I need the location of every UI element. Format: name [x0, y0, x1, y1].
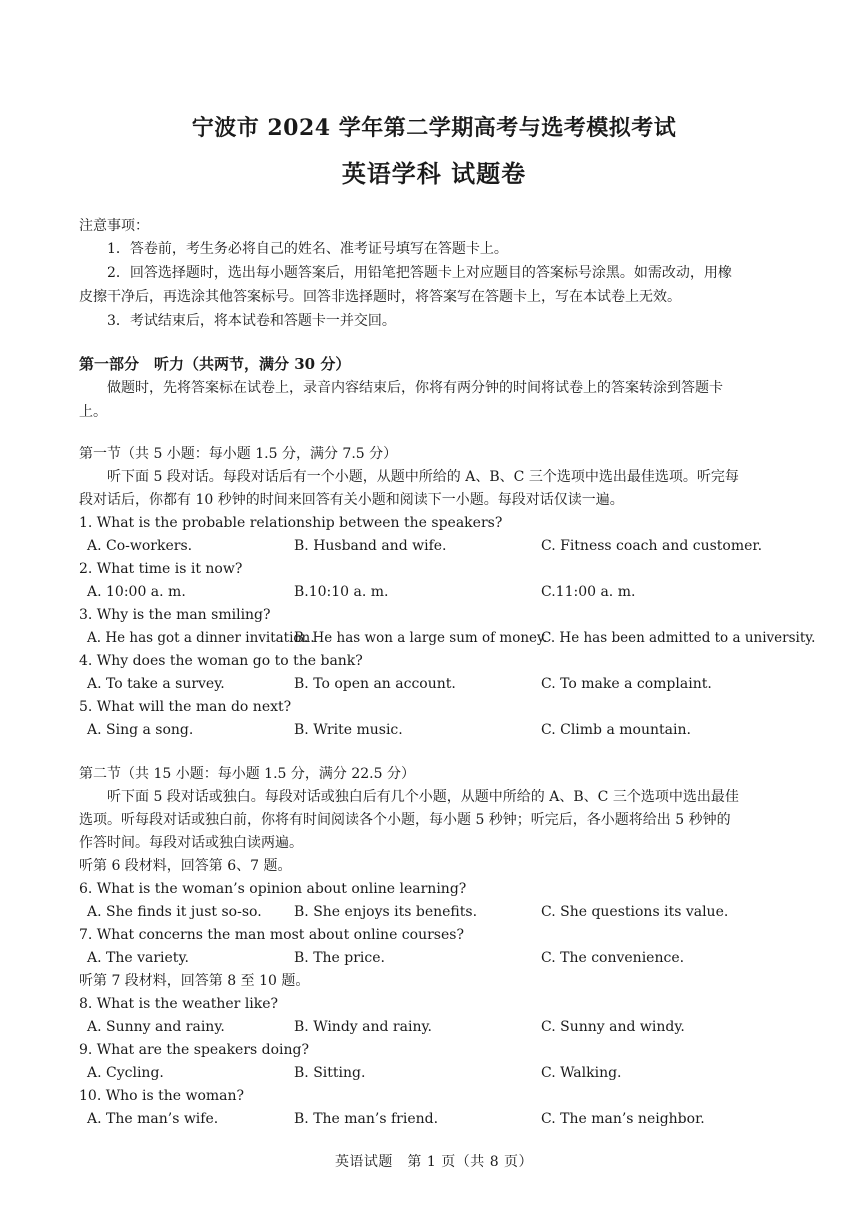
exam-subtitle: 英语学科 试题卷	[341, 159, 527, 188]
question-5: 5. What will the man do next?	[79, 699, 292, 715]
notice-item-2-line-1: 2．回答选择题时，选出每小题答案后，用铅笔把答题卡上对应题目的答案标号涂黑。如需改动，用橡	[107, 265, 732, 281]
option-a: A. The variety.	[87, 950, 189, 966]
option-b: B. Windy and rainy.	[294, 1019, 432, 1035]
group-6-instruction: 听第 6 段材料，回答第 6、7 题。	[79, 858, 292, 874]
page-footer: 英语试题 第 1 页（共 8 页）	[334, 1154, 534, 1170]
part1-intro-line-1: 做题时，先将答案标在试卷上，录音内容结束后，你将有两分钟的时间将试卷上的答案转涂到答题卡	[107, 380, 723, 396]
question-10: 10. Who is the woman?	[79, 1088, 245, 1104]
question-6: 6. What is the woman’s opinion about online learning?	[79, 881, 467, 897]
option-c: C. Sunny and windy.	[541, 1019, 685, 1035]
question-7: 7. What concerns the man most about online courses?	[79, 927, 464, 943]
option-a: A. He has got a dinner invitation.	[87, 630, 315, 646]
option-b: B. She enjoys its benefits.	[294, 904, 478, 920]
option-c: C.11:00 a. m.	[541, 584, 636, 600]
exam-title: 宁波市 2024 学年第二学期高考与选考模拟考试	[191, 115, 677, 141]
option-a: A. Co-workers.	[87, 538, 193, 554]
section1-heading: 第一节（共 5 小题：每小题 1.5 分，满分 7.5 分）	[79, 446, 398, 462]
question-9: 9. What are the speakers doing?	[79, 1042, 310, 1058]
question-3: 3. Why is the man smiling?	[79, 607, 271, 623]
option-c: C. Climb a mountain.	[541, 722, 691, 738]
notice-item-2-line-2: 皮擦干净后，再选涂其他答案标号。回答非选择题时，将答案写在答题卡上，写在本试卷上无效。	[79, 289, 681, 305]
option-c: C. Walking.	[541, 1065, 622, 1081]
option-c: C. He has been admitted to a university.	[541, 630, 816, 646]
option-c: C. She questions its value.	[541, 904, 729, 920]
section2-intro-line-1: 听下面 5 段对话或独白。每段对话或独白后有几个小题，从题中所给的 A、B、C 三个选项中选出最佳	[107, 789, 739, 805]
question-2: 2. What time is it now?	[79, 561, 243, 577]
option-a: A. To take a survey.	[87, 676, 225, 692]
part1-intro-line-2: 上。	[79, 404, 107, 420]
group-7-instruction: 听第 7 段材料，回答第 8 至 10 题。	[79, 973, 310, 989]
option-c: C. Fitness coach and customer.	[541, 538, 763, 554]
question-1: 1. What is the probable relationship between the speakers?	[79, 515, 503, 531]
option-a: A. She finds it just so-so.	[87, 904, 262, 920]
notice-item-3: 3．考试结束后，将本试卷和答题卡一并交回。	[107, 313, 396, 329]
option-b: B. Write music.	[294, 722, 403, 738]
option-b: B. To open an account.	[294, 676, 456, 692]
section2-intro-line-2: 选项。听每段对话或独白前，你将有时间阅读各个小题，每小题 5 秒钟；听完后，各小题将给出 5 秒钟的	[79, 812, 731, 828]
section2-intro-line-3: 作答时间。每段对话或独白读两遍。	[79, 835, 303, 851]
part1-heading: 第一部分 听力（共两节，满分 30 分）	[79, 355, 351, 373]
notice-heading: 注意事项：	[79, 218, 149, 234]
section2-heading: 第二节（共 15 小题：每小题 1.5 分，满分 22.5 分）	[79, 766, 415, 782]
option-a: A. Sunny and rainy.	[87, 1019, 225, 1035]
option-c: C. To make a complaint.	[541, 676, 712, 692]
option-b: B. Sitting.	[294, 1065, 366, 1081]
option-c: C. The man’s neighbor.	[541, 1111, 705, 1127]
option-a: A. The man’s wife.	[87, 1111, 219, 1127]
option-a: A. Cycling.	[87, 1065, 164, 1081]
option-a: A. Sing a song.	[87, 722, 194, 738]
option-c: C. The convenience.	[541, 950, 685, 966]
notice-item-1: 1．答卷前，考生务必将自己的姓名、准考证号填写在答题卡上。	[107, 241, 508, 257]
option-b: B. Husband and wife.	[294, 538, 447, 554]
question-4: 4. Why does the woman go to the bank?	[79, 653, 363, 669]
section1-intro-line-2: 段对话后，你都有 10 秒钟的时间来回答有关小题和阅读下一小题。每段对话仅读一遍。	[79, 492, 624, 508]
option-b: B. The man’s friend.	[294, 1111, 439, 1127]
section1-intro-line-1: 听下面 5 段对话。每段对话后有一个小题，从题中所给的 A、B、C 三个选项中选出最佳选项。听完每	[107, 469, 739, 485]
option-b: B.10:10 a. m.	[294, 584, 389, 600]
option-b: B. The price.	[294, 950, 385, 966]
option-a: A. 10:00 a. m.	[87, 584, 186, 600]
option-b: B. He has won a large sum of money.	[294, 630, 548, 646]
question-8: 8. What is the weather like?	[79, 996, 279, 1012]
